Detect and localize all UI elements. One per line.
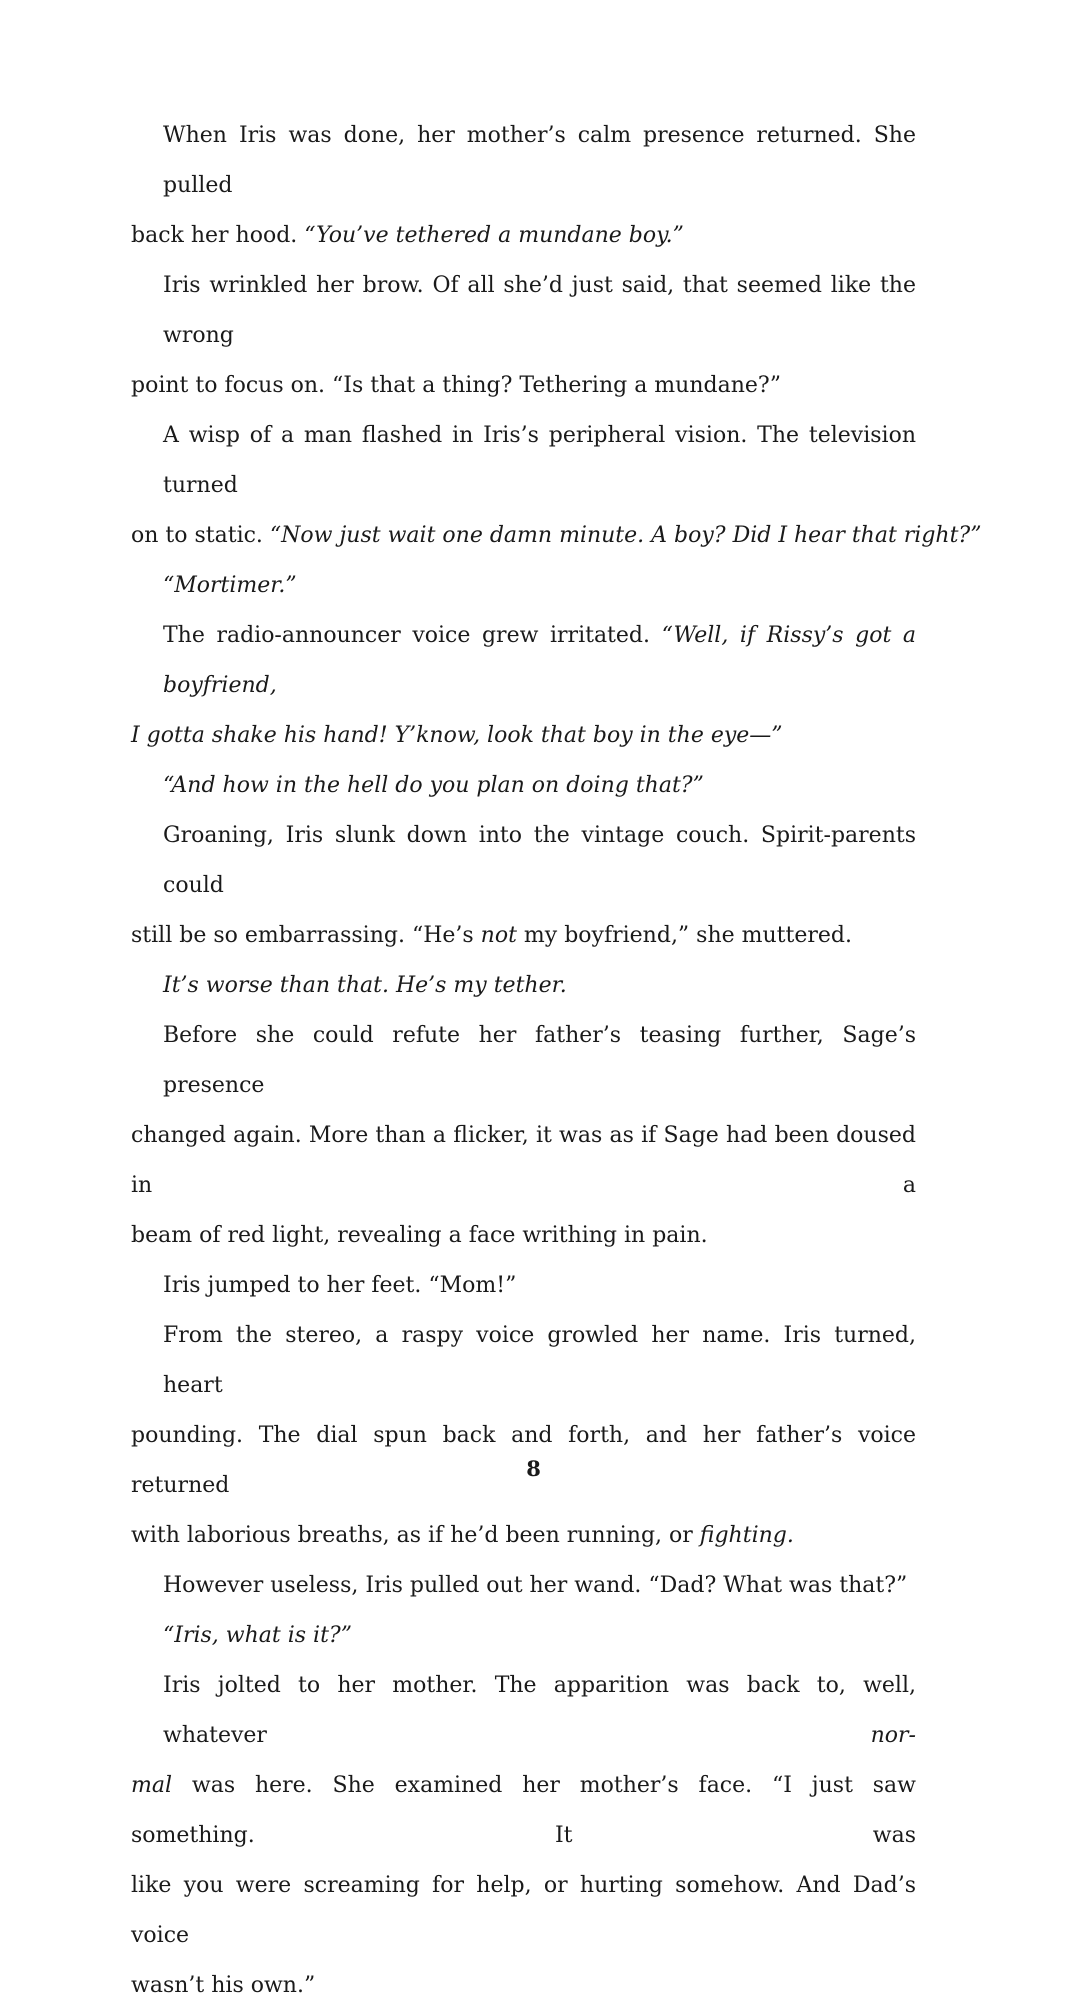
text-line — [131, 1011, 916, 1111]
italic-text-run: mal — [131, 1773, 173, 1798]
text-line — [131, 411, 916, 511]
text-line — [131, 761, 916, 811]
text-run: Iris wrinkled her brow. Of all she’d just said, that seemed like the wrong — [163, 273, 916, 348]
text-run: Groaning, Iris slunk down into the vintage couch. Spirit-parents could — [163, 823, 916, 898]
text-line — [131, 1961, 916, 2011]
text-run: back her hood. — [131, 223, 305, 248]
text-line — [131, 1111, 916, 1211]
text-line — [131, 1761, 916, 1861]
italic-text-run: “Well, if Rissy’s got a boyfriend, — [163, 623, 917, 698]
page-number: 8 — [526, 1456, 541, 1481]
text-line — [131, 1861, 916, 1961]
text-line — [131, 1561, 916, 1611]
text-run: Before she could refute her father’s teasing further, Sage’s presence — [163, 1023, 916, 1098]
text-run: beam of red light, revealing a face writhing in pain. — [131, 1223, 708, 1248]
text-line — [131, 511, 982, 561]
text-line — [131, 1661, 916, 1761]
text-run: point to focus on. “Is that a thing? Tethering a mundane?” — [131, 373, 781, 398]
text-run: my boyfriend,” she muttered. — [516, 923, 852, 948]
text-run: However useless, Iris pulled out her wand. “Dad? What was that?” — [163, 1573, 908, 1598]
italic-text-run: “You’ve tethered a mundane boy.” — [304, 223, 684, 248]
text-line — [131, 1611, 916, 1661]
text-line — [131, 911, 916, 961]
text-line — [131, 961, 916, 1011]
text-line — [131, 811, 916, 911]
text-run: on to static. — [131, 523, 270, 548]
italic-text-run: It’s worse than that. He’s my tether. — [163, 973, 567, 998]
text-run: with laborious breaths, as if he’d been running, or — [131, 1523, 700, 1548]
text-line — [131, 1311, 916, 1411]
text-line — [131, 261, 916, 361]
text-line — [131, 211, 916, 261]
italic-text-run: nor- — [870, 1723, 916, 1748]
text-line — [131, 1261, 916, 1311]
italic-text-run: “And how in the hell do you plan on doing that?” — [163, 773, 704, 798]
text-run: Iris jolted to her mother. The apparition was back to, well, whatever — [163, 1673, 916, 1748]
text-line — [131, 1211, 916, 1261]
text-run: When Iris was done, her mother’s calm presence returned. She pulled — [163, 123, 916, 198]
body-text — [131, 111, 982, 2011]
text-run: A wisp of a man flashed in Iris’s peripheral vision. The television turned — [163, 423, 916, 498]
italic-text-run: “Iris, what is it?” — [163, 1623, 352, 1648]
text-line — [131, 111, 916, 211]
text-line — [131, 711, 916, 761]
text-line — [131, 1511, 916, 1561]
text-run: Iris jumped to her feet. “Mom!” — [163, 1273, 517, 1298]
text-line — [131, 361, 916, 411]
italic-text-run: I gotta shake his hand! Y’know, look that boy in the eye—” — [131, 723, 783, 748]
text-line — [131, 561, 916, 611]
text-run: was here. She examined her mother’s face. “I just saw something. It was — [131, 1773, 916, 1848]
text-run: From the stereo, a raspy voice growled her name. Iris turned, heart — [163, 1323, 916, 1398]
italic-text-run: “Now just wait one damn minute. A boy? Did I hear that right?” — [269, 523, 982, 548]
italic-text-run: fighting. — [699, 1523, 794, 1548]
text-run: like you were screaming for help, or hurting somehow. And Dad’s voice — [131, 1873, 916, 1948]
text-line — [131, 611, 916, 711]
italic-text-run: “Mortimer.” — [163, 573, 297, 598]
text-run: The radio-announcer voice grew irritated. — [163, 623, 662, 648]
text-run: changed again. More than a flicker, it was as if Sage had been doused in a — [131, 1123, 916, 1198]
italic-text-run: not — [480, 923, 517, 948]
text-run: wasn’t his own.” — [131, 1973, 316, 1998]
text-run: pounding. The dial spun back and forth, and her father’s voice returned — [131, 1423, 916, 1498]
text-run: still be so embarrassing. “He’s — [131, 923, 481, 948]
